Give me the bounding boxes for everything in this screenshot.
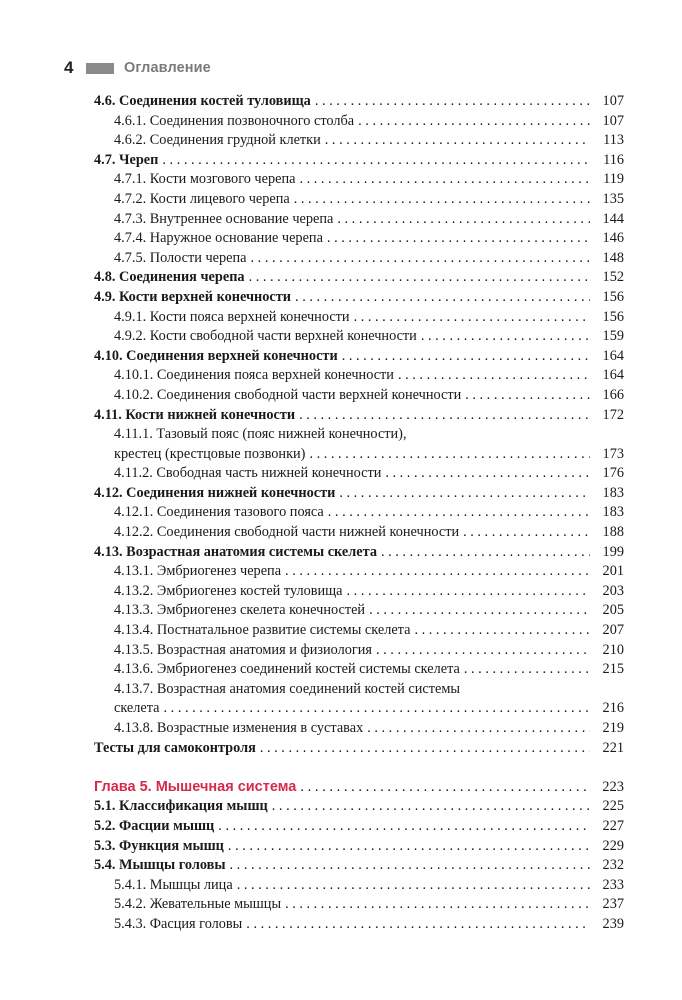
- toc-entry-page: 146: [602, 230, 624, 247]
- toc-entry-page: 156: [602, 288, 624, 305]
- toc-entry-title: 5.4.2. Жевательные мышцы: [114, 896, 282, 913]
- toc-entry-page: 144: [602, 210, 624, 227]
- toc-leader-dots: [249, 268, 590, 288]
- toc-entry[interactable]: [94, 739, 624, 759]
- toc-entry[interactable]: [94, 288, 624, 308]
- toc-leader-dots: [315, 92, 590, 112]
- toc-entry-page: 210: [602, 641, 624, 658]
- toc-entry[interactable]: [94, 406, 624, 426]
- toc-entry[interactable]: [94, 719, 624, 739]
- toc-entry[interactable]: [94, 445, 624, 465]
- page-number: 4: [64, 58, 74, 77]
- toc-entry-page: 205: [602, 602, 624, 619]
- toc-entry[interactable]: [94, 347, 624, 367]
- toc-entry[interactable]: [94, 680, 624, 700]
- toc-entry-page: 233: [602, 876, 624, 893]
- toc-entry-title: скелета: [114, 700, 160, 717]
- toc-entry-title: 4.13.1. Эмбриогенез черепа: [114, 563, 282, 580]
- toc-entry[interactable]: [94, 484, 624, 504]
- toc-entry-title: 4.13.8. Возрастные изменения в суставах: [114, 720, 364, 736]
- toc-entry[interactable]: [94, 543, 624, 563]
- toc-entry-page: 173: [602, 445, 624, 462]
- toc-chapter-entry[interactable]: [94, 778, 624, 798]
- table-of-contents: [94, 92, 624, 935]
- toc-entry-page: 219: [602, 720, 624, 736]
- toc-entry-title: 4.7.3. Внутреннее основание черепа: [114, 210, 334, 227]
- toc-entry-page: 203: [602, 582, 624, 599]
- toc-leader-dots: [414, 621, 590, 641]
- toc-entry-title: 4.11.1. Тазовый пояс (пояс нижней конечности),: [114, 426, 407, 443]
- toc-leader-dots: [272, 797, 590, 817]
- toc-entry-title: 4.10. Соединения верхней конечности: [94, 347, 338, 364]
- toc-leader-dots: [218, 817, 590, 837]
- toc-leader-dots: [464, 660, 590, 680]
- toc-entry-page: 159: [602, 328, 624, 345]
- toc-entry[interactable]: [94, 229, 624, 249]
- toc-entry-title: 4.13.7. Возрастная анатомия соединений костей системы: [114, 680, 460, 697]
- toc-entry-title: 4.7.1. Кости мозгового черепа: [114, 171, 296, 188]
- toc-leader-dots: [228, 837, 590, 857]
- toc-leader-dots: [294, 190, 590, 210]
- toc-entry-page: 183: [602, 484, 624, 501]
- toc-entry[interactable]: [94, 562, 624, 582]
- toc-entry[interactable]: [94, 699, 624, 719]
- toc-entry-page: 164: [602, 367, 624, 384]
- toc-leader-dots: [339, 484, 590, 504]
- header-title: Оглавление: [124, 60, 211, 76]
- toc-entry[interactable]: [94, 876, 624, 896]
- toc-entry-title: 4.11.2. Свободная часть нижней конечности: [114, 465, 382, 482]
- toc-entry-title: 5.4.3. Фасция головы: [114, 915, 243, 932]
- toc-entry-title: 4.13. Возрастная анатомия системы скелета: [94, 543, 377, 560]
- header-bar-decoration: [86, 63, 114, 74]
- toc-entry-page: 215: [602, 661, 624, 678]
- toc-leader-dots: [327, 229, 590, 249]
- toc-entry-page: 216: [602, 700, 624, 717]
- toc-leader-dots: [398, 366, 590, 386]
- toc-entry-page: 201: [602, 563, 624, 580]
- toc-entry[interactable]: [94, 92, 624, 112]
- toc-entry[interactable]: [94, 151, 624, 171]
- toc-entry[interactable]: [94, 856, 624, 876]
- toc-entry-title: 4.7.4. Наружное основание черепа: [114, 230, 323, 247]
- toc-entry-page: 164: [602, 347, 624, 364]
- toc-entry-title: 4.13.4. Постнатальное развитие системы скелета: [114, 622, 411, 639]
- toc-entry[interactable]: [94, 327, 624, 347]
- toc-entry-title: 4.7.5. Полости черепа: [114, 249, 247, 266]
- toc-leader-dots: [465, 386, 590, 406]
- toc-entry-page: 116: [603, 151, 624, 168]
- toc-entry-title: 4.9.2. Кости свободной части верхней конечности: [114, 328, 417, 345]
- toc-entry-title: 4.6.2. Соединения грудной клетки: [114, 132, 321, 149]
- toc-leader-dots: [381, 543, 590, 563]
- toc-entry[interactable]: [94, 170, 624, 190]
- toc-leader-dots: [300, 778, 590, 798]
- toc-entry[interactable]: [94, 210, 624, 230]
- toc-entry-title: 4.7.2. Кости лицевого черепа: [114, 190, 290, 207]
- toc-entry[interactable]: [94, 425, 624, 445]
- toc-entry[interactable]: [94, 523, 624, 543]
- toc-entry-title: 4.6.1. Соединения позвоночного столба: [114, 112, 355, 129]
- toc-entry-title: 5.4.1. Мышцы лица: [114, 876, 233, 893]
- toc-entry-page: 232: [602, 857, 624, 874]
- toc-entry[interactable]: [94, 268, 624, 288]
- toc-leader-dots: [285, 895, 590, 915]
- toc-leader-dots: [376, 641, 590, 661]
- toc-entry-title: 5.2. Фасции мышц: [94, 817, 215, 834]
- toc-entry-title: Глава 5. Мышечная система: [94, 778, 297, 795]
- toc-entry-title: 4.6. Соединения костей туловища: [94, 93, 311, 109]
- toc-entry-title: 4.7. Череп: [94, 151, 159, 168]
- toc-entry-page: 172: [602, 406, 624, 423]
- toc-entry-title: 5.3. Функция мышц: [94, 837, 224, 854]
- toc-leader-dots: [342, 347, 590, 367]
- toc-entry-title: Тесты для самоконтроля: [94, 739, 256, 756]
- toc-entry-page: 207: [602, 622, 624, 639]
- toc-entry-title: 4.8. Соединения черепа: [94, 269, 245, 286]
- toc-entry-page: 156: [602, 308, 624, 325]
- toc-entry-title: 4.9.1. Кости пояса верхней конечности: [114, 308, 350, 325]
- toc-entry[interactable]: [94, 582, 624, 602]
- toc-leader-dots: [251, 249, 590, 269]
- toc-entry-page: 225: [602, 798, 624, 815]
- toc-entry[interactable]: [94, 601, 624, 621]
- toc-entry-page: 148: [602, 249, 624, 266]
- toc-entry[interactable]: [94, 366, 624, 386]
- toc-gap: [94, 758, 624, 778]
- toc-entry[interactable]: [94, 131, 624, 151]
- toc-entry-title: 4.9. Кости верхней конечности: [94, 288, 292, 305]
- toc-entry-page: 166: [602, 386, 624, 403]
- toc-entry[interactable]: [94, 641, 624, 661]
- toc-leader-dots: [164, 699, 590, 719]
- toc-entry-page: 223: [602, 778, 624, 795]
- toc-entry[interactable]: [94, 895, 624, 915]
- toc-leader-dots: [385, 464, 590, 484]
- toc-leader-dots: [299, 170, 590, 190]
- toc-leader-dots: [463, 523, 590, 543]
- toc-entry-page: 152: [602, 269, 624, 286]
- toc-entry-page: 227: [602, 817, 624, 834]
- toc-entry-title: 5.4. Мышцы головы: [94, 857, 226, 874]
- toc-entry-page: 221: [602, 739, 624, 756]
- toc-entry-title: 5.1. Классификация мышц: [94, 798, 268, 815]
- toc-entry-page: 107: [602, 93, 624, 109]
- toc-entry-page: 135: [602, 190, 624, 207]
- toc-leader-dots: [337, 210, 590, 230]
- toc-entry-page: 199: [602, 543, 624, 560]
- toc-entry[interactable]: [94, 621, 624, 641]
- toc-entry-title: 4.12.2. Соединения свободной части нижней конечности: [114, 524, 460, 541]
- toc-entry[interactable]: [94, 464, 624, 484]
- toc-leader-dots: [367, 719, 590, 739]
- toc-entry-page: 188: [602, 524, 624, 541]
- toc-entry-title: 4.11. Кости нижней конечности: [94, 406, 296, 423]
- toc-leader-dots: [328, 503, 590, 523]
- toc-entry-page: 113: [603, 132, 624, 149]
- toc-entry-title: 4.13.6. Эмбриогенез соединений костей системы скелета: [114, 661, 460, 678]
- toc-entry[interactable]: [94, 112, 624, 132]
- toc-entry-title: 4.10.2. Соединения свободной части верхней конечности: [114, 386, 462, 403]
- toc-entry-page: 239: [602, 915, 624, 932]
- toc-entry[interactable]: [94, 190, 624, 210]
- toc-entry[interactable]: [94, 837, 624, 857]
- toc-entry-title: 4.13.2. Эмбриогенез костей туловища: [114, 582, 343, 599]
- toc-leader-dots: [260, 739, 590, 759]
- toc-entry-page: 176: [602, 465, 624, 482]
- toc-leader-dots: [325, 131, 590, 151]
- toc-entry-page: 107: [602, 112, 624, 129]
- toc-leader-dots: [358, 112, 590, 132]
- toc-entry-title: 4.10.1. Соединения пояса верхней конечности: [114, 367, 394, 384]
- toc-leader-dots: [369, 601, 590, 621]
- toc-entry-page: 183: [602, 504, 624, 521]
- toc-entry-page: 229: [602, 837, 624, 854]
- running-header: [64, 58, 211, 78]
- toc-entry-title: 4.12.1. Соединения тазового пояса: [114, 504, 324, 521]
- toc-entry-title: 4.12. Соединения нижней конечности: [94, 484, 336, 501]
- toc-entry-title: 4.13.3. Эмбриогенез скелета конечностей: [114, 602, 366, 619]
- toc-entry-title: 4.13.5. Возрастная анатомия и физиология: [114, 641, 372, 658]
- toc-entry[interactable]: [94, 660, 624, 680]
- toc-leader-dots: [299, 406, 590, 426]
- toc-leader-dots: [246, 915, 590, 935]
- toc-entry[interactable]: [94, 817, 624, 837]
- toc-entry[interactable]: [94, 308, 624, 328]
- toc-leader-dots: [354, 308, 590, 328]
- toc-entry-page: 237: [602, 896, 624, 913]
- toc-entry[interactable]: [94, 249, 624, 269]
- toc-leader-dots: [230, 856, 590, 876]
- toc-leader-dots: [295, 288, 590, 308]
- toc-entry[interactable]: [94, 386, 624, 406]
- toc-leader-dots: [309, 445, 590, 465]
- toc-entry-page: 119: [603, 171, 624, 188]
- toc-leader-dots: [237, 876, 590, 896]
- toc-entry[interactable]: [94, 503, 624, 523]
- toc-entry[interactable]: [94, 915, 624, 935]
- toc-leader-dots: [162, 151, 590, 171]
- toc-entry[interactable]: [94, 797, 624, 817]
- toc-leader-dots: [285, 562, 590, 582]
- toc-leader-dots: [347, 582, 590, 602]
- toc-entry-title: крестец (крестцовые позвонки): [114, 445, 306, 462]
- toc-leader-dots: [421, 327, 590, 347]
